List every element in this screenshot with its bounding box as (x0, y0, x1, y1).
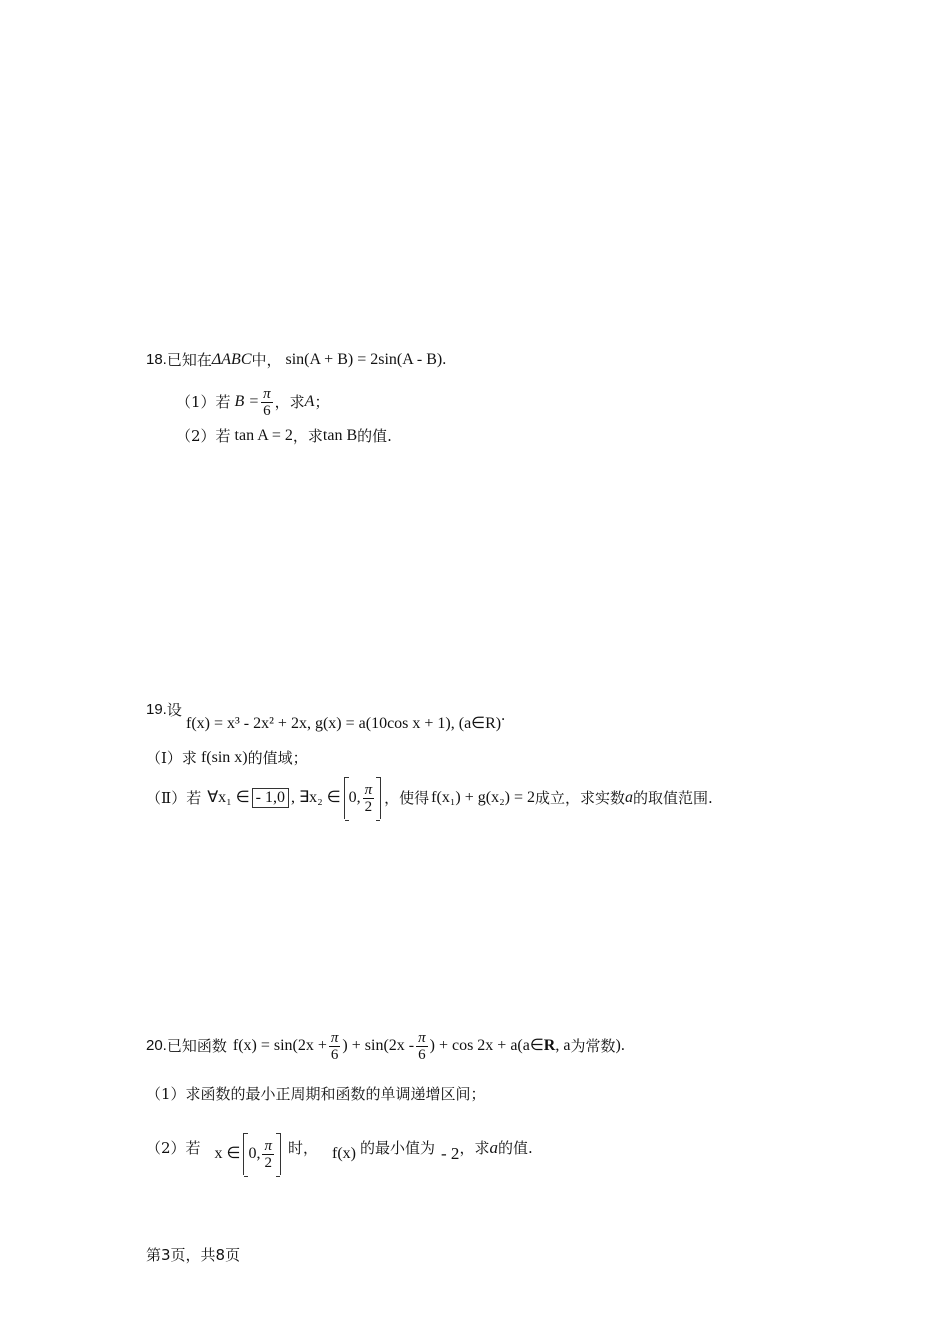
q18-triangle: ΔABC (211, 351, 252, 368)
q18-p1-mid: ，求 (274, 393, 305, 411)
q20-real-set: R (543, 1037, 556, 1054)
q19-p2-mid: ，使得 (384, 789, 430, 807)
q19-stem (146, 700, 182, 720)
q20-p2-int-fraction (262, 1138, 274, 1171)
q18-part1 (176, 382, 329, 422)
q18-p1-end: ； (314, 393, 330, 411)
q18-equation: sin(A + B) = 2sin(A - B) (285, 351, 443, 368)
q19-stem-formula (186, 707, 506, 734)
q19-equation: f(x) = x³ - 2x² + 2x, g(x) = a(10cos x + 1), (a∈R) (186, 715, 502, 732)
q20-p2-value: - 2 (441, 1144, 460, 1163)
q18-p2-tanB: tan B (322, 427, 358, 444)
q20-fraction-1-numerator: π (330, 1029, 339, 1046)
q20-stem (146, 1024, 625, 1068)
q20-fraction-1-denominator: 6 (330, 1046, 339, 1063)
q19-p2-int2-denominator: 2 (364, 798, 373, 815)
q20-eq-part-b: ) + sin(2x - (342, 1037, 415, 1054)
q20-p1-label: （1）求函数的最小正周期和函数的单调递增区间； (146, 1085, 486, 1103)
q19-p2-a: a (625, 789, 634, 806)
q20-part1 (146, 1084, 486, 1104)
q20-eq-part-a: f(x) = sin(2x + (232, 1037, 327, 1054)
q19-p2-int2-fraction (363, 782, 375, 815)
q20-p2-interval (243, 1133, 281, 1175)
q20-p2-int-numerator: π (264, 1137, 272, 1154)
q18-p2-equation: tan A = 2 (234, 427, 293, 444)
q20-fraction-2-denominator: 6 (418, 1046, 426, 1063)
q19-p1-label: （Ⅰ）求 (146, 749, 197, 767)
q18-p2-label: （2）若 (176, 427, 231, 445)
q19-stem-text: 设 (166, 701, 182, 719)
q19-p2-label: （Ⅱ）若 (146, 789, 202, 807)
q18-number: 18. (146, 351, 167, 368)
q18-stem-text: 已知在 (166, 351, 212, 369)
q20-fraction-1 (329, 1030, 341, 1063)
q19-p2-forall: ∀x₁ ∈ (207, 789, 250, 806)
q19-p2-tail: 的取值范围. (633, 789, 713, 807)
q18-p1-B: B = (234, 393, 260, 410)
q18-p1-label: （1）若 (176, 393, 231, 411)
q19-part1 (146, 748, 308, 768)
q18-p1-denominator: 6 (263, 402, 271, 419)
q19-p2-equation: f(x₁) + g(x₂) = 2 (431, 789, 535, 806)
q20-eq-part-d: , a (555, 1037, 571, 1054)
q18-stem-end: . (442, 351, 447, 368)
q20-p2-int-denominator: 2 (264, 1154, 272, 1171)
q19-p2-interval2 (344, 777, 382, 819)
q18-p1-numerator: π (263, 385, 271, 402)
q18-p1-A: A (304, 393, 315, 410)
q19-p2-int2-numerator: π (364, 781, 373, 798)
q18-stem-mid: 中， (251, 351, 282, 369)
q20-stem-text: 已知函数 (166, 1037, 227, 1055)
q19-p2-end: 成立，求实数 (535, 789, 626, 807)
q18-stem (146, 350, 446, 370)
q20-p2-mid2: ，求 (459, 1139, 490, 1157)
q20-number: 20. (146, 1037, 167, 1054)
q19-p2-exists: , ∃x₂ ∈ (291, 789, 341, 806)
q20-fraction-2-numerator: π (418, 1029, 426, 1046)
q18-p2-end: 的值. (357, 427, 392, 445)
q20-p2-int-left: 0, (248, 1145, 261, 1162)
q18-p2-mid: ，求 (292, 427, 323, 445)
q20-p2-label: （2）若 (146, 1139, 201, 1157)
q20-eq-part-c: ) + cos 2x + a(a∈ (429, 1037, 544, 1054)
q20-p2-x: x ∈ (214, 1145, 241, 1162)
q20-p2-end: 的值. (497, 1139, 533, 1157)
q20-p2-f: f(x) (332, 1145, 356, 1162)
q20-p2-text: 的最小值为 (360, 1139, 436, 1157)
q20-part2 (146, 1124, 533, 1172)
q19-number: 19. (146, 701, 167, 718)
q19-p2-interval1: - 1,0 (252, 788, 289, 808)
q18-p1-fraction (261, 386, 273, 419)
q18-part2 (176, 426, 392, 446)
q19-p1-end: 的值域； (247, 749, 308, 767)
page-footer: 第3页，共8页 (146, 1246, 241, 1264)
q19-p1-equation: f(sin x) (200, 749, 248, 766)
q19-stem-end: . (501, 707, 506, 724)
q20-stem-end: ). (615, 1037, 625, 1054)
q19-p2-int2-left: 0, (348, 789, 361, 806)
q19-part2 (146, 776, 713, 820)
q20-fraction-2 (416, 1030, 428, 1063)
q20-p2-a: a (489, 1138, 498, 1157)
q20-p2-mid: 时， (288, 1139, 319, 1157)
q20-stem-end-text: 为常数 (570, 1037, 616, 1055)
